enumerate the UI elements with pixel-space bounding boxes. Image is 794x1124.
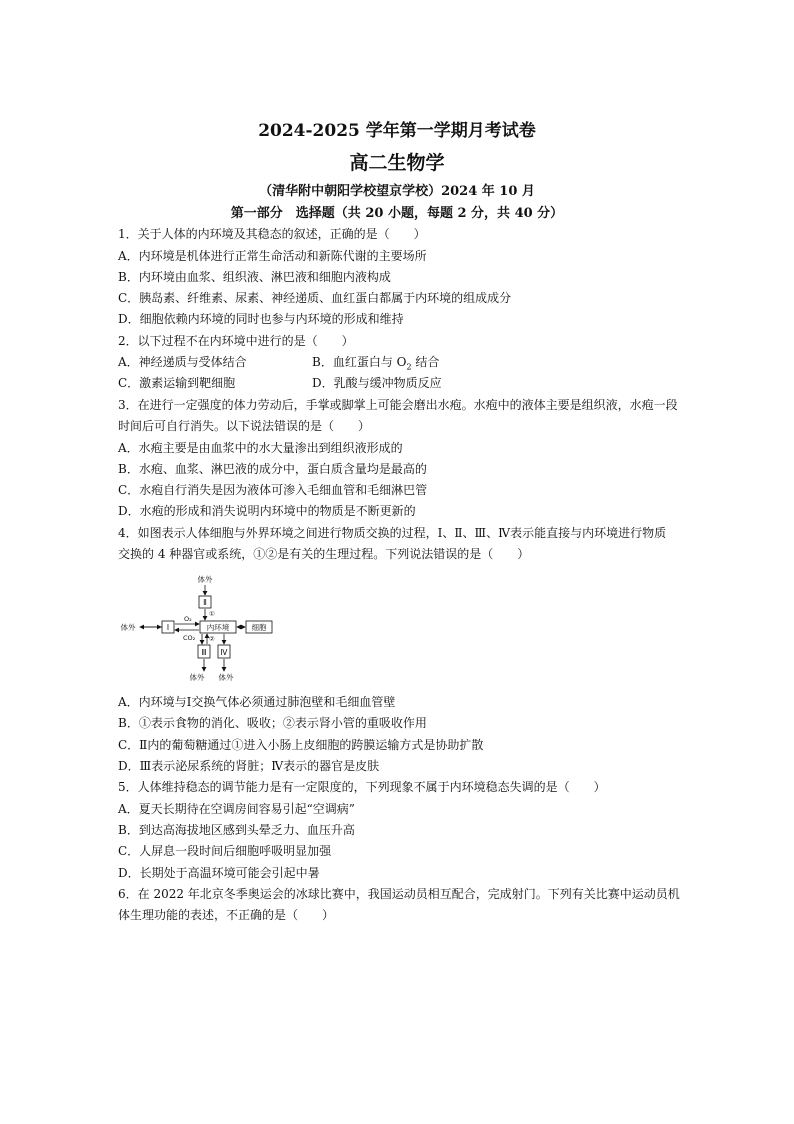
q2-option-d: D．乳酸与缓冲物质反应 [312, 376, 442, 390]
exchange-diagram [118, 574, 278, 684]
organ-3-label: Ⅲ [201, 648, 207, 657]
q3-stem-1: 3．在进行一定强度的体力劳动后，手掌或脚掌上可能会磨出水疱。水疱中的液体主要是组织液，水疱一段 [118, 398, 678, 412]
outside-top-label: 体外 [197, 575, 213, 584]
q3-option-b: B．水疱、血浆、淋巴液的成分中，蛋白质含量均是最高的 [118, 462, 427, 476]
q4-option-b: B．①表示食物的消化、吸收；②表示肾小管的重吸收作用 [118, 716, 427, 730]
q2-option-c: C．激素运输到靶细胞 [118, 376, 236, 390]
cell-label: 细胞 [251, 623, 267, 632]
q4-option-d: D．Ⅲ表示泌尿系统的肾脏；Ⅳ表示的器官是皮肤 [118, 759, 380, 773]
q2-option-a: A．神经递质与受体结合 [118, 355, 247, 369]
q1-option-c: C．胰岛素、纤维素、尿素、神经递质、血红蛋白都属于内环境的组成成分 [118, 291, 512, 305]
internal-environment-label: 内环境 [206, 623, 230, 632]
q5-option-c: C．人屏息一段时间后细胞呼吸明显加强 [118, 844, 332, 858]
section-heading: 第一部分 选择题（共 20 小题，每题 2 分，共 40 分） [230, 206, 564, 221]
q2-option-b-tail: 结合 [411, 355, 440, 369]
q2-option-b-subscript: 2 [406, 362, 412, 372]
school-line: （清华附中朝阳学校望京学校）2024 年 10 月 [259, 184, 535, 199]
q1-option-b: B．内环境由血浆、组织液、淋巴液和细胞内液构成 [118, 270, 391, 284]
q5-option-b: B．到达高海拔地区感到头晕乏力、血压升高 [118, 823, 355, 837]
q6-stem-1: 6．在 2022 年北京冬季奥运会的冰球比赛中，我国运动员相互配合，完成射门。下列有关比赛中运动员机 [118, 887, 680, 901]
q2-stem: 2．以下过程不在内环境中进行的是（ ） [118, 334, 354, 348]
q4-option-c: C．Ⅱ内的葡萄糖通过①进入小肠上皮细胞的跨膜运输方式是协助扩散 [118, 738, 484, 752]
q4-stem-1: 4．如图表示人体细胞与外界环境之间进行物质交换的过程，Ⅰ、Ⅱ、Ⅲ、Ⅳ表示能直接与内环境进行物质 [118, 526, 667, 540]
q5-option-d: D．长期处于高温环境可能会引起中暑 [118, 866, 320, 880]
q5-stem: 5．人体维持稳态的调节能力是有一定限度的，下列现象不属于内环境稳态失调的是（ ） [118, 780, 606, 794]
q1-option-d: D．细胞依赖内环境的同时也参与内环境的形成和维持 [118, 312, 404, 326]
subject-title: 高二生物学 [349, 152, 445, 174]
process-1-label: ① [209, 610, 215, 618]
q2-option-b [312, 354, 439, 375]
q1-stem: 1．关于人体的内环境及其稳态的叙述，正确的是（ ） [118, 227, 426, 241]
outside-left-label: 体外 [120, 623, 136, 632]
organ-1-label: Ⅰ [166, 623, 170, 632]
q3-stem-2: 时间后可自行消失。以下说法错误的是（ ） [118, 419, 371, 433]
q4-option-a: A．内环境与Ⅰ交换气体必须通过肺泡壁和毛细血管壁 [118, 695, 396, 709]
organ-2-label: Ⅱ [203, 598, 207, 607]
outside-bottom-right-label: 体外 [218, 673, 234, 682]
process-2-label: ② [209, 635, 215, 643]
exam-title: 2024-2025 学年第一学期月考试卷 [258, 121, 536, 141]
outside-bottom-left-label: 体外 [189, 673, 205, 682]
q2-option-b-text: B．血红蛋白与 O [312, 355, 407, 369]
q6-stem-2: 体生理功能的表述，不正确的是（ ） [118, 908, 335, 922]
q3-option-d: D．水疱的形成和消失说明内环境中的物质是不断更新的 [118, 504, 416, 518]
o2-label: O₂ [184, 615, 192, 623]
q5-option-a: A．夏天长期待在空调房间容易引起“空调病” [118, 802, 355, 816]
organ-4-label: Ⅳ [220, 648, 228, 657]
co2-label: CO₂ [183, 634, 196, 642]
q3-option-c: C．水疱自行消失是因为液体可渗入毛细血管和毛细淋巴管 [118, 483, 428, 497]
q4-stem-2: 交换的 4 种器官或系统，①②是有关的生理过程。下列说法错误的是（ ） [118, 547, 530, 561]
q3-option-a: A．水疱主要是由血浆中的水大量渗出到组织液形成的 [118, 441, 403, 455]
q1-option-a: A．内环境是机体进行正常生命活动和新陈代谢的主要场所 [118, 249, 427, 263]
